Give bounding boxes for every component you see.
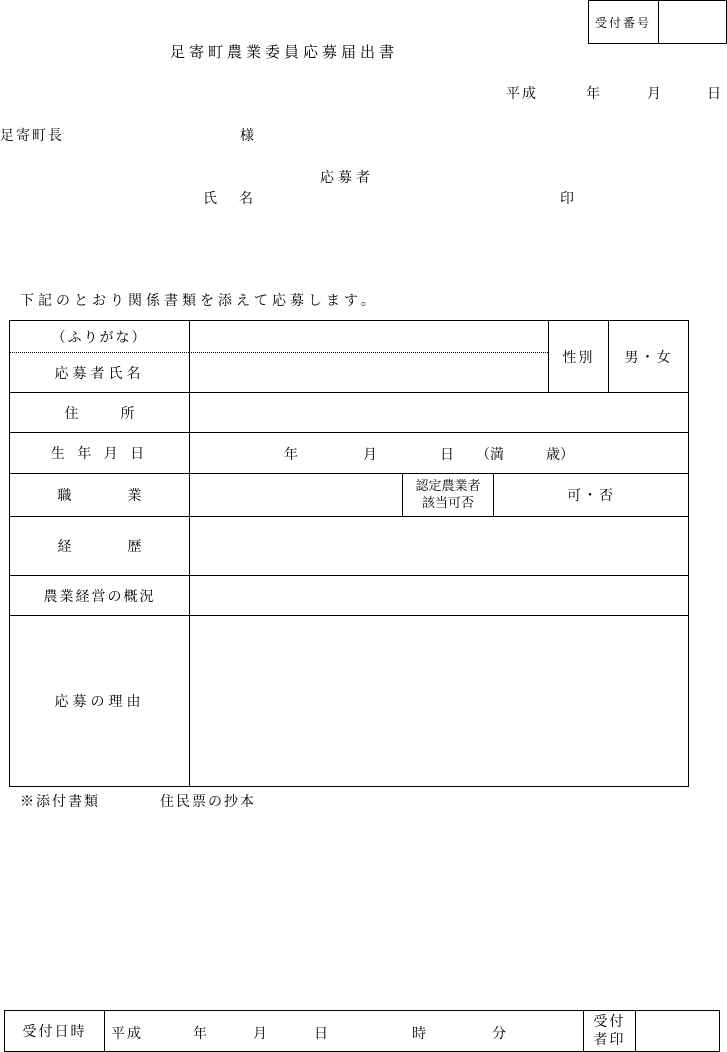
- applicant-heading: 応募者: [320, 170, 374, 186]
- birth-day: 日: [440, 447, 454, 463]
- date-month: 月: [647, 86, 661, 102]
- reception-minute: 分: [492, 1026, 506, 1042]
- applicant-name-field[interactable]: [190, 353, 548, 392]
- gender-options[interactable]: 男・女: [624, 349, 673, 366]
- date-year: 年: [586, 86, 600, 102]
- address-field[interactable]: [190, 393, 688, 432]
- gender-label: 性別: [562, 349, 595, 366]
- birth-age: （満 歳）: [476, 447, 574, 463]
- attachment-item: 住民票の抄本: [160, 794, 256, 810]
- furigana-field[interactable]: [190, 321, 548, 352]
- reason-label: 応募の理由: [54, 694, 145, 710]
- career-field[interactable]: [190, 517, 688, 575]
- receiver-seal-label-line2: 者印: [593, 1032, 626, 1048]
- farm-status-label: 農業経営の概況: [43, 588, 156, 605]
- reception-datetime-label: 受付日時: [22, 1024, 87, 1040]
- reception-day: 日: [314, 1026, 328, 1042]
- address-label: 住 所: [64, 405, 135, 422]
- attachment-label: ※添付書類: [20, 794, 100, 810]
- certified-farmer-options[interactable]: 可・否: [567, 488, 615, 504]
- furigana-label: （ふりがな）: [51, 329, 148, 346]
- reception-hour: 時: [412, 1026, 426, 1042]
- certified-farmer-label-line1: 認定農業者: [415, 479, 481, 494]
- receiver-seal-field[interactable]: [636, 1011, 719, 1051]
- receipt-number-label: 受付番号: [594, 15, 651, 30]
- reason-field[interactable]: [190, 616, 688, 786]
- addressee-honorific: 様: [240, 128, 254, 144]
- receipt-number-field[interactable]: [659, 0, 726, 44]
- farm-status-field[interactable]: [190, 576, 688, 615]
- receiver-seal-label: [584, 1011, 635, 1051]
- applicant-seal: 印: [560, 191, 574, 207]
- career-label: 経 歴: [57, 539, 142, 555]
- birth-month: 月: [363, 447, 377, 463]
- applicant-name-row-label: 応募者氏名: [54, 365, 145, 382]
- certified-farmer-label-line2: 該当可否: [421, 496, 474, 511]
- reception-era: 平成: [111, 1026, 143, 1042]
- reception-month: 月: [253, 1026, 267, 1042]
- receiver-seal-label-line1: 受付: [593, 1014, 626, 1030]
- document-title: 足寄町農業委員応募届出書: [170, 43, 399, 61]
- birthdate-label: 生 年 月 日: [50, 446, 149, 462]
- date-day: 日: [707, 86, 721, 102]
- occupation-field[interactable]: [190, 474, 402, 516]
- date-era: 平成: [506, 86, 538, 102]
- applicant-name-label: 氏 名: [203, 191, 257, 207]
- reception-year: 年: [193, 1026, 207, 1042]
- intro-text: 下記のとおり関係書類を添えて応募します。: [20, 293, 379, 309]
- occupation-label: 職 業: [57, 488, 142, 504]
- addressee-name: 足寄町長: [0, 128, 64, 144]
- birth-year: 年: [284, 447, 298, 463]
- certified-farmer-label: [403, 474, 493, 516]
